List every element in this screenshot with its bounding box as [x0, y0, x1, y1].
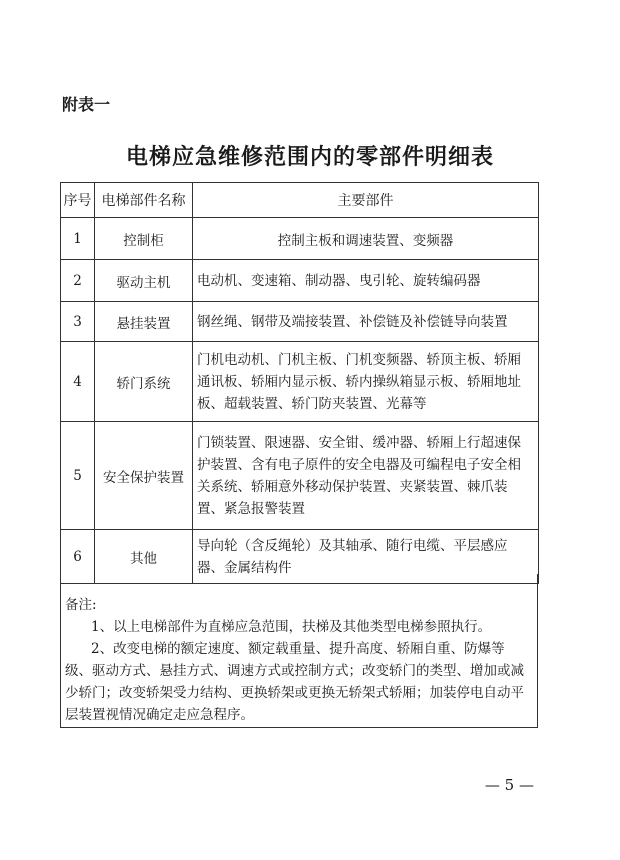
annex-label: 附表一 — [62, 95, 111, 114]
notes-section — [60, 574, 538, 728]
header-parts: 主要部件 — [193, 183, 539, 218]
row-name: 悬挂装置 — [95, 302, 193, 342]
row-name: 控制柜 — [95, 218, 193, 260]
row-parts: 钢丝绳、钢带及端接装置、补偿链及补偿链导向装置 — [193, 302, 539, 342]
parts-table — [60, 182, 539, 584]
row-parts: 导向轮（含反绳轮）及其轴承、随行电缆、平层感应器、金属结构件 — [193, 530, 539, 584]
row-no: 5 — [61, 422, 95, 530]
row-name: 其他 — [95, 530, 193, 584]
row-no: 1 — [61, 218, 95, 260]
row-parts: 电动机、变速箱、制动器、曳引轮、旋转编码器 — [193, 260, 539, 302]
note-item-1: 1、以上电梯部件为直梯应急范围，扶梯及其他类型电梯参照执行。 — [91, 619, 492, 635]
table-header-row — [61, 183, 539, 218]
table-row — [61, 302, 539, 342]
row-parts: 控制主板和调速装置、变频器 — [193, 218, 539, 260]
table-row — [61, 342, 539, 422]
row-no: 2 — [61, 260, 95, 302]
page-number: — 5 — — [484, 776, 534, 794]
row-no: 4 — [61, 342, 95, 422]
table-row — [61, 260, 539, 302]
document-title: 电梯应急维修范围内的零部件明细表 — [125, 144, 494, 170]
row-no: 3 — [61, 302, 95, 342]
row-no: 6 — [61, 530, 95, 584]
table-row — [61, 218, 539, 260]
row-name: 安全保护装置 — [95, 422, 193, 530]
header-no: 序号 — [61, 183, 95, 218]
row-name: 轿门系统 — [95, 342, 193, 422]
notes-label: 备注: — [65, 597, 97, 613]
row-name: 驱动主机 — [95, 260, 193, 302]
header-name: 电梯部件名称 — [95, 183, 193, 218]
table-row — [61, 422, 539, 530]
row-parts: 门锁装置、限速器、安全钳、缓冲器、轿厢上行超速保护装置、含有电子原件的安全电器及可编程电子安全相关系统、轿厢意外移动保护装置、夹紧装置、棘爪装置、紧急报警装置 — [193, 422, 539, 530]
note-item-2: 2、改变电梯的额定速度、额定载重量、提升高度、轿厢自重、防爆等级、驱动方式、悬挂方式、调速方式或控制方式；改变轿门的类型、增加或减少轿门；改变轿架受力结构、更换轿架或更换无轿架式轿厢；加装停电自动平层装置视情况确定走应急程序。 — [65, 641, 524, 723]
row-parts: 门机电动机、门机主板、门机变频器、轿顶主板、轿厢通讯板、轿厢内显示板、轿内操纵箱显示板、轿厢地址板、超载装置、轿门防夹装置、光幕等 — [193, 342, 539, 422]
